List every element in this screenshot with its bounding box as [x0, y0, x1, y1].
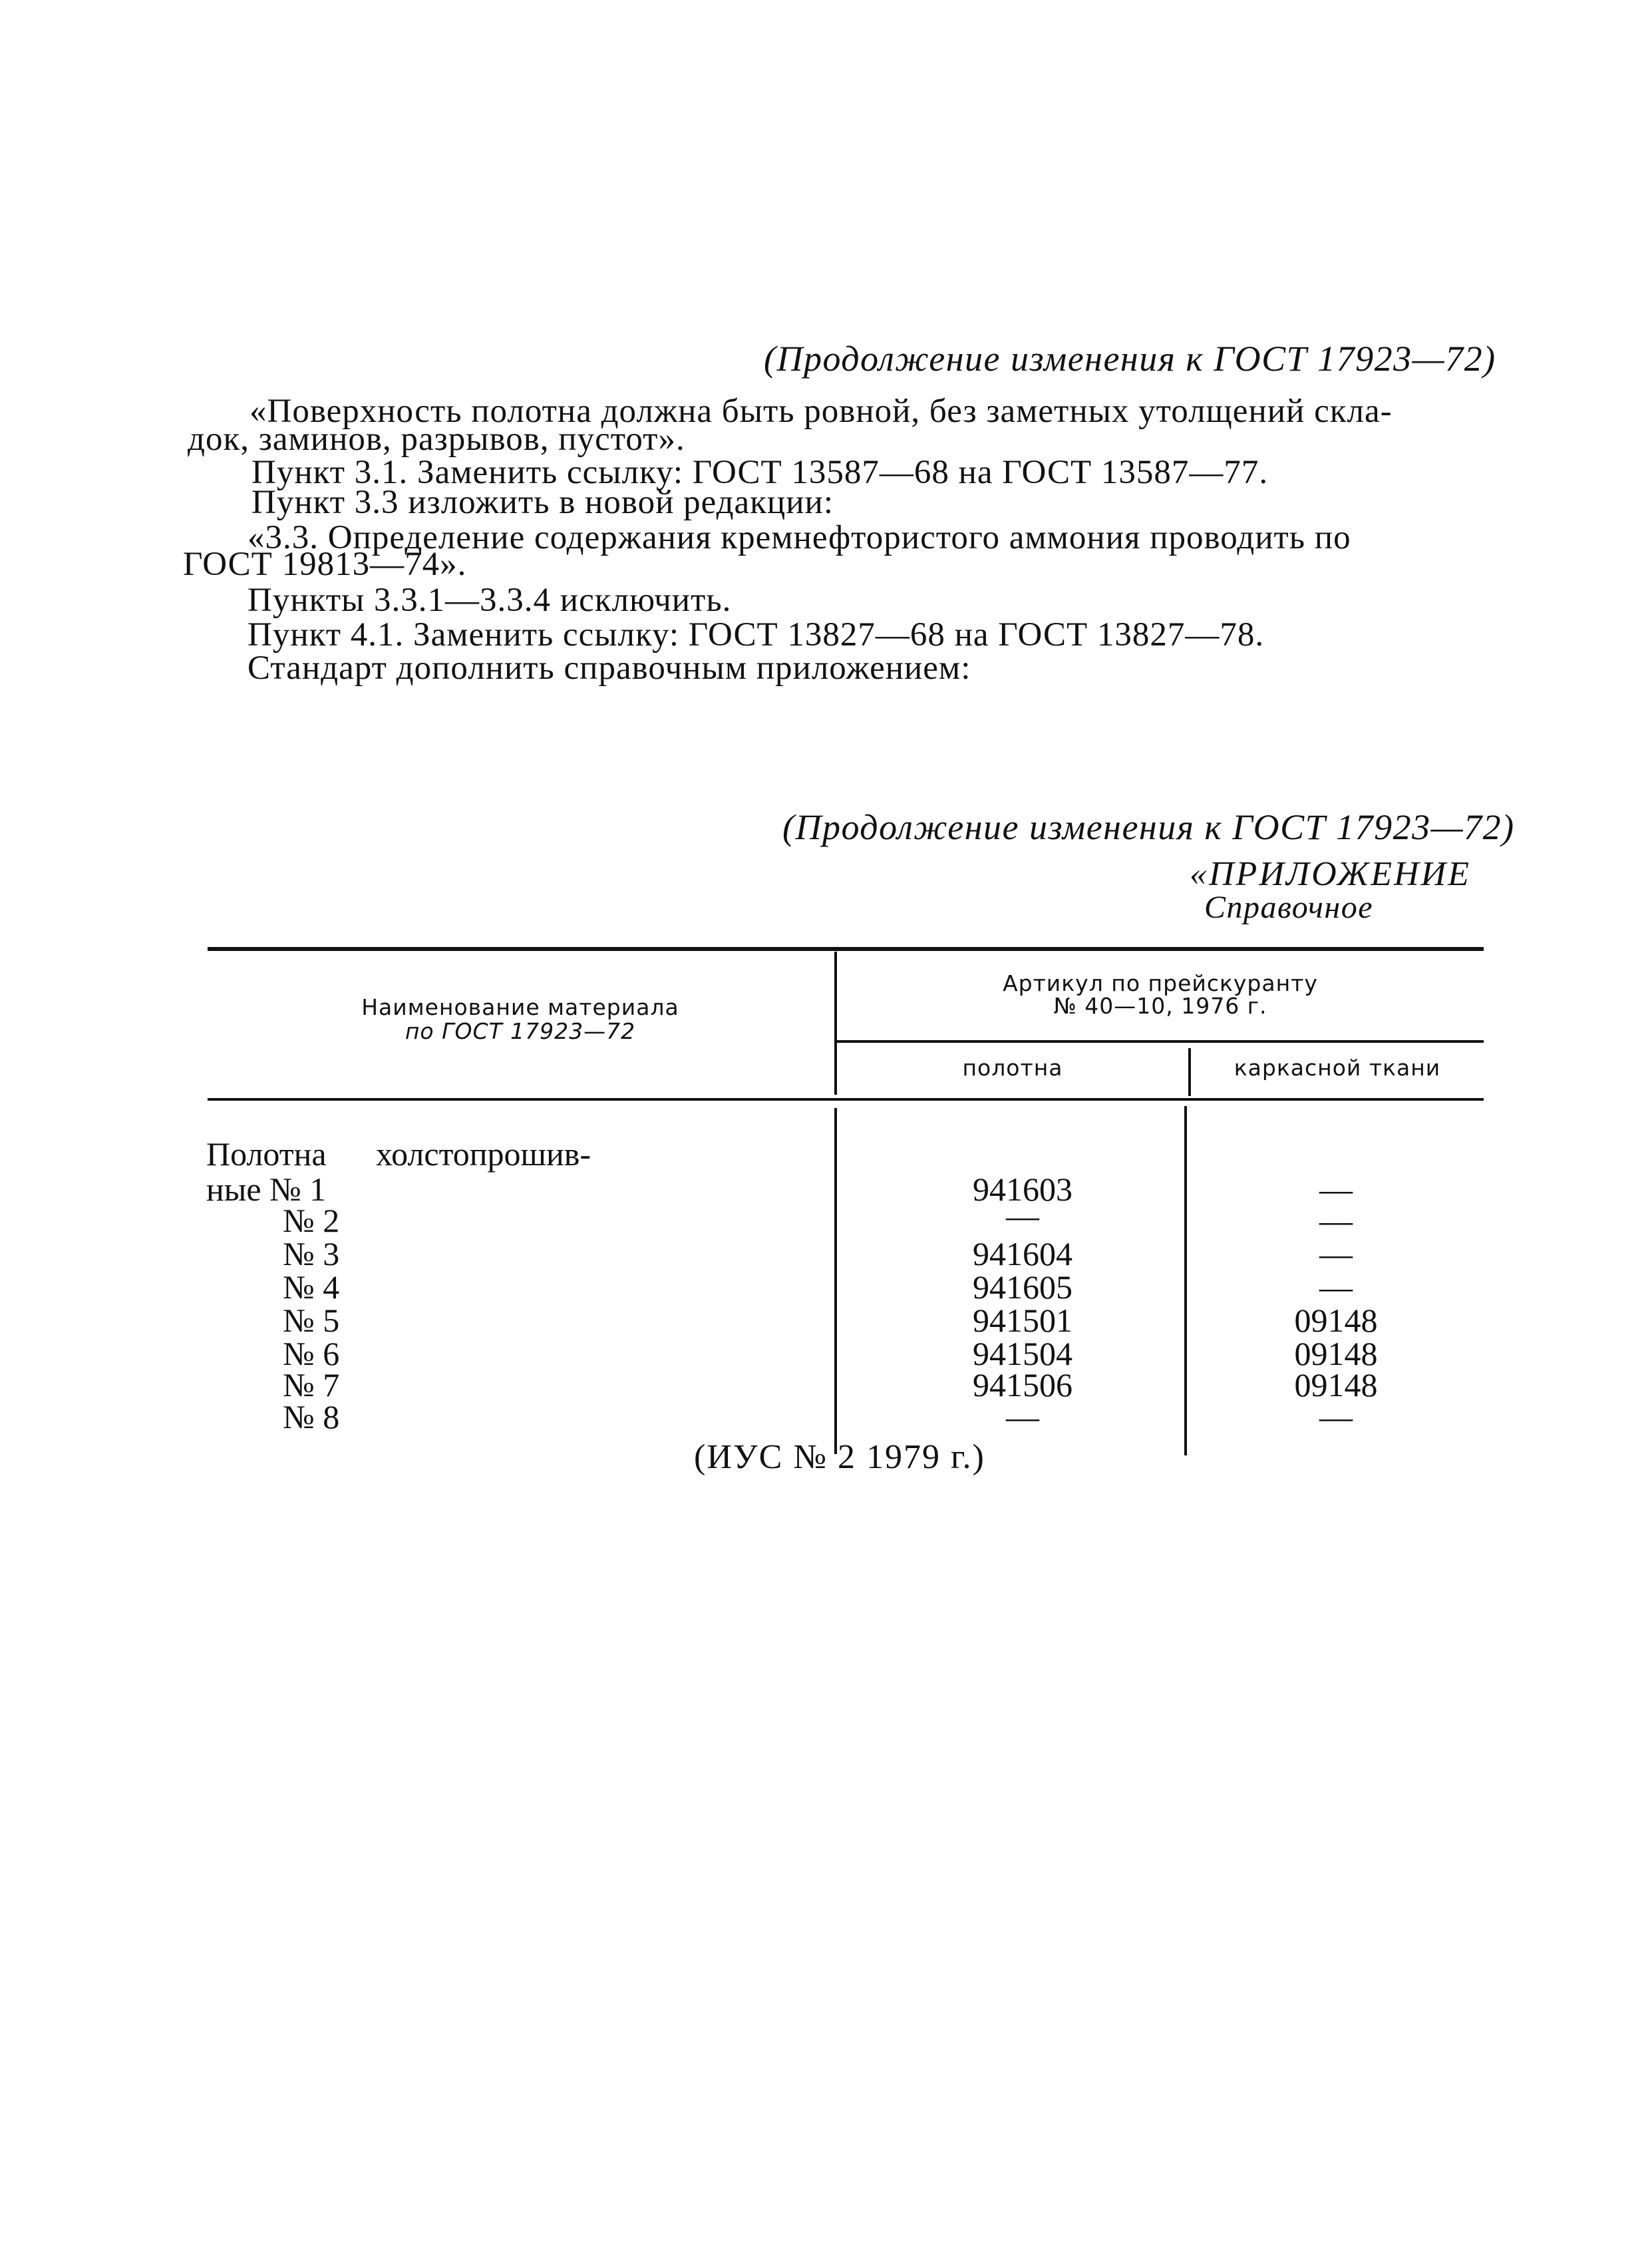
appendix-title: «ПРИЛОЖЕНИЕ	[1190, 855, 1471, 893]
row-name-2: № 2	[283, 1202, 340, 1239]
row-karkas-2: —	[1319, 1202, 1353, 1239]
sub-header-karkas: каркасной ткани	[1234, 1055, 1441, 1081]
row-karkas-3: —	[1319, 1235, 1353, 1272]
row-polotna-7: 941506	[973, 1366, 1073, 1404]
paragraph-line-3: Пункт 3.1. Заменить ссылку: ГОСТ 13587—68 на ГОСТ 13587—77.	[251, 454, 1269, 491]
paragraph-line-1: «Поверхность полотна должна быть ровной, без заметных утолщений скла-	[249, 393, 1393, 430]
material-label-b: холстопрошив-	[376, 1135, 591, 1173]
appendix-subtitle: Справочное	[1204, 890, 1373, 925]
table-top-rule	[208, 947, 1484, 951]
row-karkas-8: —	[1319, 1398, 1353, 1435]
row-name-7: № 7	[283, 1366, 340, 1404]
sub-header-polotna: полотна	[962, 1055, 1063, 1081]
row-name-3: № 3	[283, 1235, 340, 1272]
row-polotna-4: 941605	[973, 1268, 1073, 1306]
row-polotna-1: 941603	[973, 1171, 1073, 1208]
paragraph-line-4: Пункт 3.3 изложить в новой редакции:	[251, 484, 834, 521]
col1-header-line1: Наименование материала	[361, 994, 679, 1020]
row-name-1: ные № 1	[206, 1171, 327, 1208]
column-divider-2-body	[1184, 1106, 1187, 1455]
row-name-4: № 4	[283, 1268, 340, 1306]
col1-header-line2: по ГОСТ 17923—72	[405, 1018, 636, 1044]
continuation-heading-2: (Продолжение изменения к ГОСТ 17923—72)	[782, 807, 1515, 847]
row-polotna-3: 941604	[973, 1235, 1073, 1272]
row-karkas-5: 09148	[1294, 1302, 1378, 1339]
row-karkas-4: —	[1319, 1268, 1353, 1306]
continuation-heading-1: (Продолжение изменения к ГОСТ 17923—72)	[764, 339, 1496, 379]
row-name-5: № 5	[283, 1302, 340, 1339]
row-name-6: № 6	[283, 1335, 340, 1372]
row-polotna-2: —	[1006, 1197, 1039, 1234]
paragraph-line-7: Пункты 3.3.1—3.3.4 исключить.	[248, 582, 732, 619]
row-karkas-7: 09148	[1294, 1366, 1378, 1404]
material-label-a: Полотна	[206, 1135, 327, 1173]
column-divider-1-body	[834, 1108, 837, 1454]
paragraph-line-8: Пункт 4.1. Заменить ссылку: ГОСТ 13827—68 на ГОСТ 13827—78.	[248, 616, 1265, 654]
row-polotna-8: —	[1006, 1398, 1039, 1435]
group-header-line2: № 40—10, 1976 г.	[1053, 993, 1267, 1019]
row-polotna-6: 941504	[973, 1335, 1073, 1372]
row-karkas-6: 09148	[1294, 1335, 1378, 1372]
paragraph-line-6: ГОСТ 19813—74».	[183, 546, 467, 583]
source-citation: (ИУС № 2 1979 г.)	[694, 1438, 985, 1476]
paragraph-line-2: док, заминов, разрывов, пустот».	[188, 421, 685, 458]
paragraph-line-5: «3.3. Определение содержания кремнефтористого аммония проводить по	[248, 519, 1351, 556]
header-bottom-rule	[208, 1098, 1484, 1101]
row-name-8: № 8	[283, 1398, 340, 1435]
group-header-rule	[835, 1040, 1484, 1043]
row-polotna-5: 941501	[973, 1302, 1073, 1339]
row-karkas-1: —	[1319, 1171, 1353, 1208]
paragraph-line-9: Стандарт дополнить справочным приложением:	[248, 650, 971, 687]
group-header-line1: Артикул по прейскуранту	[1003, 970, 1318, 996]
